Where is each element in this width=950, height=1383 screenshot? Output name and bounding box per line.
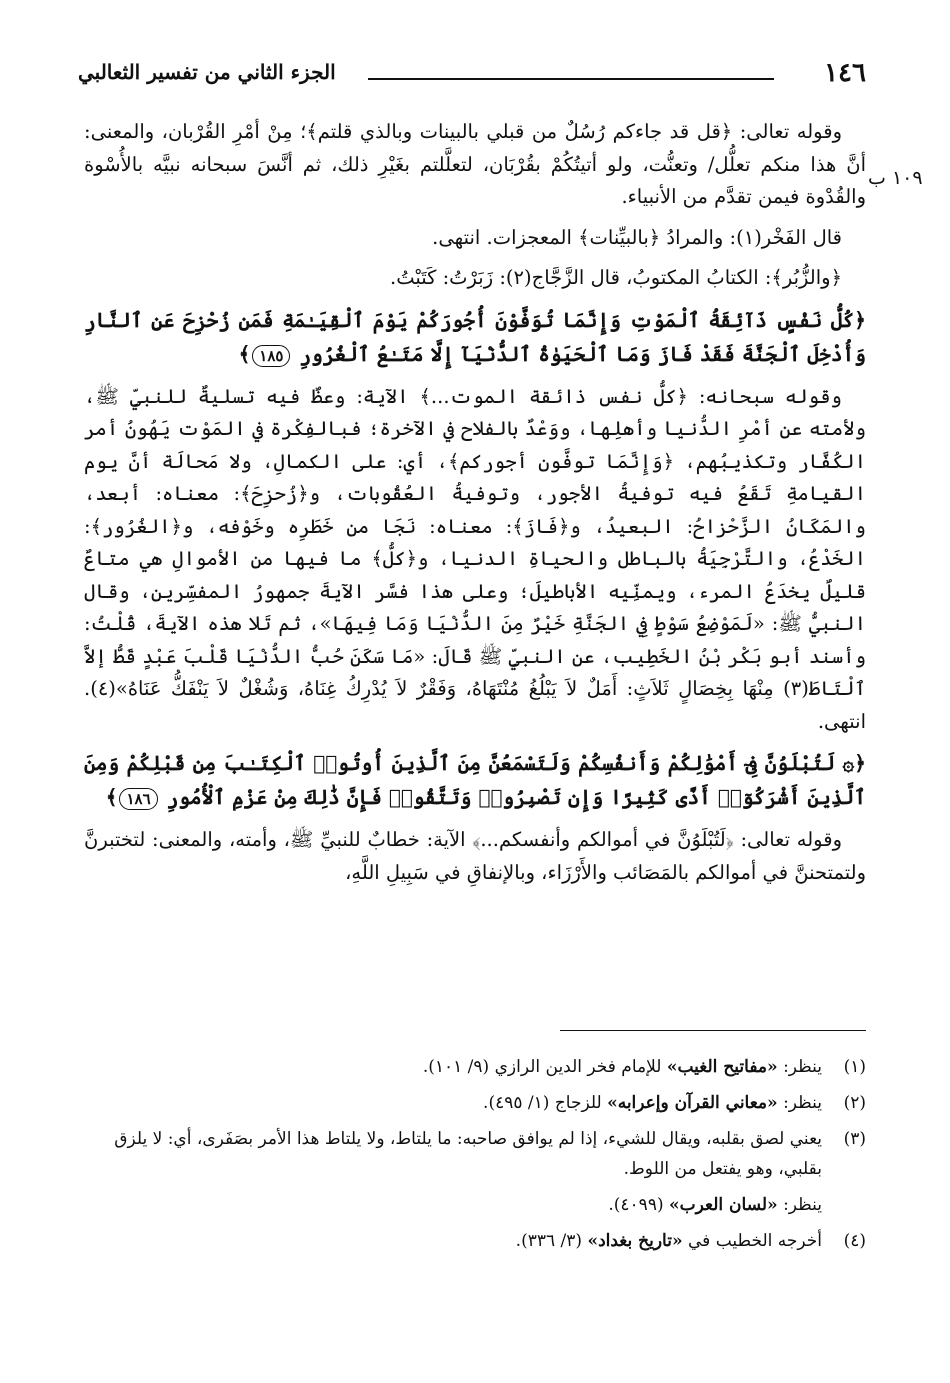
footnote-continuation xyxy=(84,1190,866,1220)
footnote-text: ينظر: xyxy=(777,1093,822,1113)
header-rule xyxy=(368,78,774,80)
footnote-text: للزجاج (١/ ٤٩٥). xyxy=(483,1093,608,1113)
footnote-source-title: «تاريخ بغداد» xyxy=(587,1231,683,1251)
footnote-number: (١) xyxy=(843,1057,866,1077)
footnote-text: للإمام فخر الدين الرازي (٩/ ١٠١). xyxy=(422,1057,667,1077)
footnote-separator xyxy=(560,1030,866,1031)
paragraph: وقوله تعالى: ﴿لَتُبْلَوُنَّ في أموالكم وأنفسكم...﴾ الآية: خطابٌ للنبيِّ ﷺ، وأمته، والمعنى: لتختبرنَّ ولتمتحننَّ في أموالكم بالمَصَائب والأَرْزَاء، وبالإنفاقِ في سَبِيلِ اللَّهِ، xyxy=(84,828,866,884)
footnote-number: (٤) xyxy=(843,1231,866,1251)
main-text xyxy=(84,116,866,897)
footnote xyxy=(84,1226,866,1256)
footnotes xyxy=(84,1052,866,1262)
footnote-text: (٤٠٩٩). xyxy=(608,1195,669,1215)
footnote xyxy=(84,1052,866,1082)
paragraph: ﴿والزُّبُر﴾: الكتابُ المكتوبُ، قال الزَّجَّاج(٢): زَبَرْتُ: كَتَبْتُ. xyxy=(390,266,842,289)
footnote-text: أخرجه الخطيب في xyxy=(682,1231,822,1251)
footnote-text: ينظر: xyxy=(777,1057,822,1077)
verse-text: ﴿كُلُّ نَفْسٍ ذَآئِقَةُ ٱلْمَوْتِ وَإِنَّمَا تُوَفَّوْنَ أُجُورَكُمْ يَوْمَ ٱلْقِيَـٰمَةِ فَمَن زُحْزِحَ عَنِ ٱلنَّارِ وَأُدْخِلَ ٱلْجَنَّةَ فَقَدْ فَازَ وَمَا ٱلْحَيَوٰةُ ٱلدُّنْيَآ إِلَّا مَتَـٰعُ ٱلْغُرُورِ xyxy=(84,307,866,366)
manuscript-folio-note: ١٠٩ ب xyxy=(868,167,923,189)
footnote-number: (٢) xyxy=(843,1093,866,1113)
footnote-text: ينظر: xyxy=(777,1195,822,1215)
footnote-source-title: «مفاتيح الغيب» xyxy=(666,1057,778,1077)
footnote-source-title: «معاني القرآن وإعرابه» xyxy=(607,1093,778,1113)
footnote-source-title: «لسان العرب» xyxy=(669,1195,778,1215)
verse-text: ﴿۞ لَتُبْلَوُنَّ فِىٓ أَمْوَٰلِكُمْ وَأَنفُسِكُمْ وَلَتَسْمَعُنَّ مِنَ ٱلَّذِينَ أُوتُوا۟ ٱلْكِتَـٰبَ مِن قَبْلِكُمْ وَمِنَ ٱلَّذِينَ أَشْرَكُوٓا۟ أَذًى كَثِيرًا وَإِن تَصْبِرُوا۟ وَتَتَّقُوا۟ فَإِنَّ ذَٰلِكَ مِنْ عَزْمِ ٱلْأُمُورِ xyxy=(84,751,866,809)
footnote-text: يعني لصق بقلبه، ويقال للشيء، إذا لم يوافق صاحبه: ما يلتاط، ولا يلتاط هذا الأمر بصَفَرى، أي: لا يلزق بقلبي، وهو يفتعل من اللوط. xyxy=(114,1129,822,1179)
page-header xyxy=(78,56,866,96)
verse-number: ١٨٦ xyxy=(119,788,157,810)
footnote-text: (٣/ ٣٣٦). xyxy=(515,1231,588,1251)
footnote xyxy=(84,1088,866,1118)
paragraph: قال الفَخْر(١): والمرادُ ﴿بالبيِّنات﴾ المعجزات. انتهى. xyxy=(432,225,842,249)
footnote-number: (٣) xyxy=(843,1129,866,1149)
footnote xyxy=(84,1124,866,1184)
paragraph: وقوله تعالى: ﴿قل قد جاءكم رُسُلٌ من قبلي بالبينات وبالذي قلتم﴾؛ مِنْ أمْرِ القُرْبان، والمعنى: أنَّ هذا منكم تعلُّل/ وتعنُّت، ولو أتيتُكُمْ بقُرْبَان، لتعلَّلتم بغَيْرِ ذلك، ثم أنَّسَ سبحانه نبيَّه بالأُسْوة والقُدْوة فيمن تقدَّم من الأنبياء. xyxy=(84,120,866,208)
verse-number: ١٨٥ xyxy=(252,345,290,367)
quran-verse: ﴿كُلُّ نَفْسٍ ذَآئِقَةُ ٱلْمَوْتِ وَإِنَّمَا تُوَفَّوْنَ أُجُورَكُمْ يَوْمَ ٱلْقِيَـٰمَةِ فَمَن زُحْزِحَ عَنِ ٱلنَّارِ وَأُدْخِلَ ٱلْجَنَّةَ فَقَدْ فَازَ وَمَا ٱلْحَيَوٰةُ ٱلدُّنْيَآ إِلَّا مَتَـٰعُ ٱلْغُرُورِ ١٨٥﴾ xyxy=(84,307,866,366)
page-number: ١٤٦ xyxy=(824,58,866,88)
running-title: الجزء الثاني من تفسير الثعالبي xyxy=(78,60,336,84)
quran-verse: ﴿۞ لَتُبْلَوُنَّ فِىٓ أَمْوَٰلِكُمْ وَأَنفُسِكُمْ وَلَتَسْمَعُنَّ مِنَ ٱلَّذِينَ أُوتُوا۟ ٱلْكِتَـٰبَ مِن قَبْلِكُمْ وَمِنَ ٱلَّذِينَ أَشْرَكُوٓا۟ أَذًى كَثِيرًا وَإِن تَصْبِرُوا۟ وَتَتَّقُوا۟ فَإِنَّ ذَٰلِكَ مِنْ عَزْمِ ٱلْأُمُورِ ١٨٦﴾ xyxy=(84,751,866,809)
paragraph: وقوله سبحانه: ﴿كلُّ نفس ذائقة الموت...﴾ الآية: وعظٌ فيه تسليةٌ للنبيِّ ﷺ، ولأمته عن أمْرِ الدُّنيا وأهلِها، ووَعْدٌ بالفلاح في الآخرة؛ فبالفِكْرة في المَوْت يَهُونُ أمر الكُفَّار وتكذيبُهم، ﴿وَإِنَّمَا توفَّون أجوركم﴾، أي: على الكمالِ، ولا مَحالَة أنَّ يوم القيامةِ تَقَعُ فيه توفيةُ الأجور، وتوفيةُ العُقُوبات، و﴿زُحزِحَ﴾: معناه: أبعد، والمَكَانُ الزَّحْزاحُ: البعيدُ، و﴿فَازَ﴾: معناه: نَجَا من خَطَرِه وخَوْفه، و﴿الغُرُور﴾: الخَدْعُ، والتَّرْجِيَةُ بالباطل والحياةِ الدنيا، و﴿كلُّ﴾ ما فيها من الأموالِ هي متاعٌ قليلٌ يخدَعُ المرء، ويمنِّيه الأباطيلَ؛ وعلى هذا فسَّر الآيةَ جمهورُ المفسِّرين، وقال النبيُّ ﷺ: «لَمَوْضِعُ سَوْطٍ فِي الجَنَّةِ خَيْرٌ مِنَ الدُّنْيَا وَمَا فِيهَا»، ثم تَلا هذه الآيةَ، قُلْتُ: وأسند أبو بَكْر بْنُ الخَطِيب، عن النبيِّ ﷺ قَالَ: «مَا سَكَنَ حُبُّ الدُّنْيَا قَلْبَ عَبْدٍ قَطُّ إلاَّ ٱلْتَاطَ(٣) مِنْهَا بِخِصَالٍ ثَلاَثٍ: أَمَلٌ لاَ يَبْلُغُ مُنْتَهَاهُ، وَفَقْرٌ لاَ يُدْرِكُ غِنَاهُ، وَشُغْلٌ لاَ يَنْفَكُّ عَنَاهُ»(٤). انتهى. xyxy=(84,384,866,733)
